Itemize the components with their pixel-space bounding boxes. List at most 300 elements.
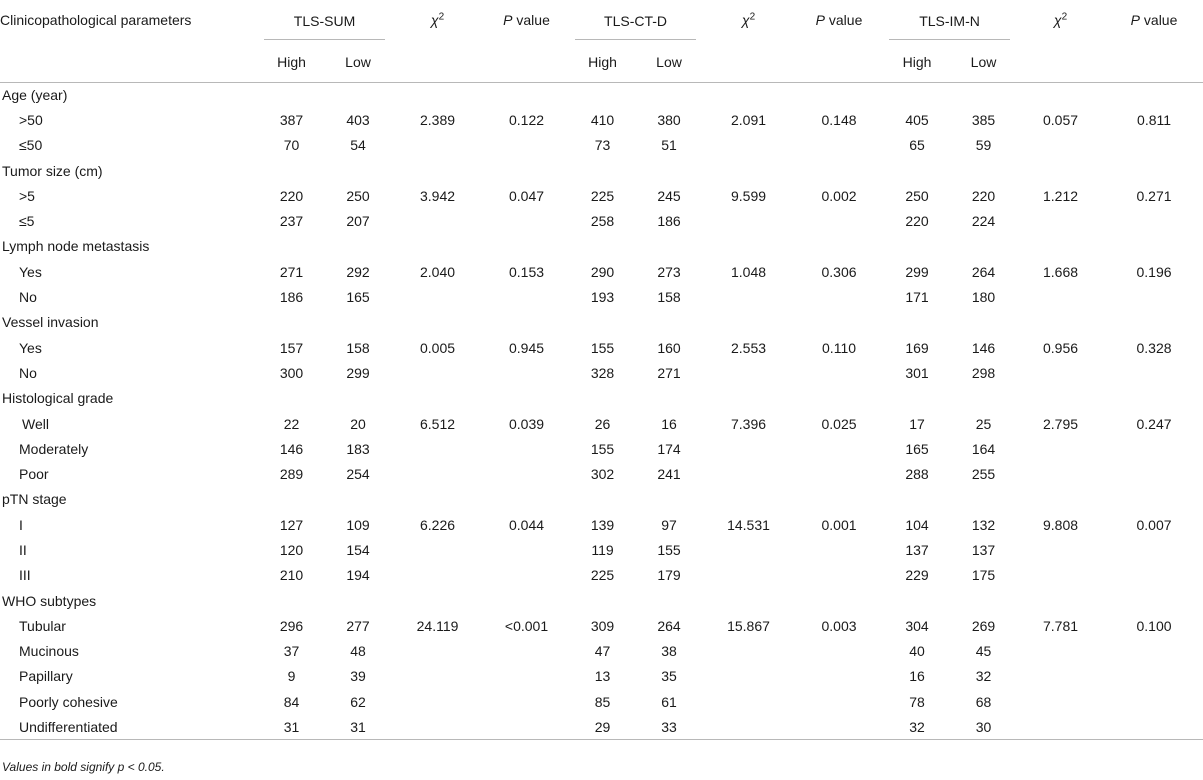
category-row — [0, 234, 1203, 259]
table-cell: 186 — [279, 289, 304, 306]
table-cell: 22 — [283, 415, 300, 432]
empty-cell — [325, 588, 391, 613]
empty-cell — [702, 487, 795, 512]
empty-cell — [569, 386, 636, 411]
table-cell — [391, 133, 484, 158]
empty-cell — [484, 588, 569, 613]
table-cell — [795, 284, 883, 309]
category-label: pTN stage — [2, 491, 67, 508]
empty-cell — [484, 487, 569, 512]
table-cell — [702, 714, 795, 739]
category-label: Vessel invasion — [2, 314, 99, 331]
empty-cell — [951, 158, 1016, 183]
empty-cell — [883, 386, 951, 411]
table-cell — [795, 664, 883, 689]
table-cell — [391, 563, 484, 588]
table-cell — [702, 360, 795, 385]
table-cell — [795, 639, 883, 664]
empty-cell — [258, 234, 325, 259]
table-cell: 0.306 — [821, 263, 857, 280]
table-cell: 47 — [594, 643, 611, 660]
table-cell: 254 — [346, 466, 370, 483]
table-row — [0, 411, 1203, 436]
table-cell: 146 — [279, 440, 304, 457]
row-label: Yes — [19, 339, 42, 356]
table-cell — [702, 537, 795, 562]
table-cell: 169 — [905, 339, 929, 356]
table-cell — [702, 284, 795, 309]
table-cell — [1016, 360, 1105, 385]
empty-cell — [484, 158, 569, 183]
table-row — [0, 208, 1203, 233]
table-cell: 9 — [287, 668, 296, 685]
category-label: Tumor size (cm) — [2, 162, 103, 179]
table-row — [0, 284, 1203, 309]
table-cell: 32 — [883, 714, 951, 739]
table-row — [0, 183, 1203, 208]
p-value-header: P value — [1105, 0, 1203, 82]
table-cell: 0.003 — [821, 617, 857, 634]
table-cell: 220 — [279, 187, 304, 204]
table-cell — [391, 537, 484, 562]
p-value-header: P value — [484, 0, 569, 82]
empty-cell — [391, 588, 484, 613]
empty-cell — [636, 310, 702, 335]
table-cell: 7.396 — [730, 415, 767, 432]
empty-cell — [1016, 487, 1105, 512]
table-cell: 0.057 — [1043, 111, 1079, 128]
empty-cell — [569, 310, 636, 335]
table-cell: 127 — [279, 516, 304, 533]
table-cell — [391, 664, 484, 689]
row-label: ≤5 — [19, 213, 35, 230]
table-cell: 165 — [346, 289, 370, 306]
table-row — [0, 537, 1203, 562]
group-header-tls-sum: TLS-SUM — [258, 0, 391, 42]
empty-cell — [883, 310, 951, 335]
table-cell: 0.002 — [821, 187, 857, 204]
empty-cell — [795, 82, 883, 107]
table-cell: 158 — [346, 339, 370, 356]
table-cell: 16 — [909, 668, 925, 685]
empty-cell — [951, 310, 1016, 335]
table-cell — [702, 208, 795, 233]
empty-cell — [258, 158, 325, 183]
table-cell — [702, 664, 795, 689]
empty-cell — [391, 386, 484, 411]
table-cell — [795, 208, 883, 233]
table-cell: 385 — [971, 111, 996, 128]
table-cell: 9.599 — [730, 187, 767, 204]
table-cell: 269 — [971, 617, 996, 634]
table-cell: 0.025 — [821, 415, 857, 432]
table-row — [0, 436, 1203, 461]
empty-cell — [325, 82, 391, 107]
empty-cell — [569, 588, 636, 613]
table-cell: 31 — [325, 714, 391, 739]
table-cell: 2.389 — [419, 111, 456, 128]
table-cell: 207 — [346, 213, 370, 230]
table-cell — [484, 714, 569, 739]
empty-cell — [569, 234, 636, 259]
table-cell — [484, 284, 569, 309]
table-row — [0, 133, 1203, 158]
high-header: High — [569, 42, 636, 82]
table-row — [0, 512, 1203, 537]
empty-cell — [951, 487, 1016, 512]
empty-cell — [702, 386, 795, 411]
table-cell — [1105, 639, 1203, 664]
table-cell — [391, 714, 484, 739]
row-label: Poor — [19, 466, 49, 483]
table-cell: 48 — [350, 643, 366, 660]
table-cell — [1016, 208, 1105, 233]
table-cell — [391, 639, 484, 664]
table-cell — [795, 689, 883, 714]
table-cell — [391, 689, 484, 714]
row-label: No — [19, 364, 37, 381]
table-cell — [1016, 133, 1105, 158]
row-label: Papillary — [19, 668, 73, 685]
category-row — [0, 82, 1203, 107]
table-cell: 109 — [346, 516, 370, 533]
table-row — [0, 360, 1203, 385]
table-cell: 0.039 — [508, 415, 545, 432]
table-cell: 62 — [350, 693, 366, 710]
empty-cell — [1016, 82, 1105, 107]
table-cell — [484, 133, 569, 158]
table-cell: 0.005 — [419, 339, 456, 356]
table-cell: 35 — [661, 668, 677, 685]
table-cell: 0.956 — [1043, 339, 1079, 356]
table-cell — [795, 461, 883, 486]
table-cell — [795, 133, 883, 158]
table-cell — [702, 563, 795, 588]
empty-cell — [569, 82, 636, 107]
table-cell: 85 — [594, 693, 611, 710]
table-cell: 20 — [350, 415, 366, 432]
empty-cell — [325, 158, 391, 183]
table-row — [0, 461, 1203, 486]
row-label: No — [19, 289, 37, 306]
empty-cell — [258, 588, 325, 613]
table-cell: 40 — [909, 643, 925, 660]
table-cell: 146 — [971, 339, 996, 356]
table-cell: 193 — [590, 289, 615, 306]
table-cell: 273 — [657, 263, 681, 280]
table-cell: 171 — [905, 289, 929, 306]
table-cell — [391, 284, 484, 309]
p-value-header: P value — [795, 0, 883, 82]
empty-cell — [636, 487, 702, 512]
table-cell: 104 — [905, 516, 929, 533]
empty-cell — [702, 310, 795, 335]
table-cell: 0.271 — [1136, 187, 1172, 204]
table-cell: 51 — [661, 137, 677, 154]
table-cell: 14.531 — [727, 516, 770, 533]
table-cell: 158 — [657, 289, 681, 306]
category-label: Histological grade — [2, 390, 114, 407]
table-cell: 38 — [661, 643, 677, 660]
table-cell — [795, 563, 883, 588]
table-cell: 0.122 — [508, 111, 545, 128]
table-cell: 2.091 — [730, 111, 767, 128]
empty-cell — [883, 234, 951, 259]
table-cell — [1105, 714, 1203, 739]
table-cell: 292 — [346, 263, 370, 280]
table-cell: 73 — [594, 137, 611, 154]
empty-cell — [1016, 310, 1105, 335]
table-cell — [795, 360, 883, 385]
empty-cell — [883, 487, 951, 512]
empty-cell — [1016, 234, 1105, 259]
table-cell — [1016, 664, 1105, 689]
table-cell: 97 — [661, 516, 677, 533]
empty-cell — [951, 386, 1016, 411]
table-cell — [795, 714, 883, 739]
table-cell — [1016, 436, 1105, 461]
empty-cell — [258, 310, 325, 335]
category-row — [0, 386, 1203, 411]
table-cell: 194 — [346, 567, 370, 584]
table-cell: 157 — [279, 339, 304, 356]
table-cell: 139 — [590, 516, 615, 533]
table-header — [0, 0, 1203, 82]
table-cell: 25 — [975, 415, 992, 432]
table-cell: 2.040 — [419, 263, 456, 280]
table-cell: 7.781 — [1043, 617, 1079, 634]
empty-cell — [951, 82, 1016, 107]
table-cell: 0.945 — [508, 339, 545, 356]
empty-cell — [702, 158, 795, 183]
table-cell — [484, 208, 569, 233]
table-row — [0, 664, 1203, 689]
empty-cell — [702, 588, 795, 613]
table-row — [0, 563, 1203, 588]
row-label: ≤50 — [19, 137, 43, 154]
group-header-tls-ct-d: TLS-CT-D — [569, 0, 702, 42]
empty-cell — [795, 487, 883, 512]
row-label: >50 — [19, 111, 43, 128]
table-cell: 229 — [905, 567, 929, 584]
empty-cell — [1016, 588, 1105, 613]
table-cell: 264 — [657, 617, 681, 634]
table-cell: 288 — [905, 466, 929, 483]
empty-cell — [325, 386, 391, 411]
table-cell — [1105, 436, 1203, 461]
table-cell: 84 — [283, 693, 300, 710]
table-cell: 299 — [905, 263, 929, 280]
table-cell — [1105, 537, 1203, 562]
empty-cell — [325, 310, 391, 335]
table-cell: 26 — [594, 415, 611, 432]
table-row — [0, 613, 1203, 638]
empty-cell — [484, 310, 569, 335]
row-label: Yes — [19, 263, 42, 280]
row-label: II — [19, 541, 27, 558]
table-cell: 277 — [346, 617, 370, 634]
table-cell: 78 — [909, 693, 925, 710]
table-cell: 16 — [661, 415, 677, 432]
table-cell: 61 — [661, 693, 677, 710]
table-cell — [1105, 360, 1203, 385]
table-cell — [484, 689, 569, 714]
table-cell: 9.808 — [1043, 516, 1079, 533]
empty-cell — [795, 588, 883, 613]
category-row — [0, 158, 1203, 183]
table-cell — [484, 639, 569, 664]
table-cell: 39 — [350, 668, 366, 685]
table-cell: 160 — [657, 339, 681, 356]
table-cell: 186 — [657, 213, 681, 230]
table-cell: 0.044 — [508, 516, 545, 533]
empty-cell — [258, 82, 325, 107]
table-cell — [1105, 208, 1203, 233]
table-cell: 1.668 — [1043, 263, 1079, 280]
table-cell: 180 — [971, 289, 996, 306]
table-cell: 299 — [346, 364, 370, 381]
table-cell: 59 — [975, 137, 992, 154]
table-cell: 410 — [590, 111, 615, 128]
table-cell: 154 — [346, 541, 370, 558]
low-header: Low — [951, 42, 1016, 82]
table-cell: 32 — [975, 668, 992, 685]
table-body — [0, 82, 1203, 740]
table-cell: 174 — [657, 440, 681, 457]
category-label: WHO subtypes — [2, 592, 97, 609]
table-cell — [1105, 284, 1203, 309]
row-label: Tubular — [19, 617, 66, 634]
row-label: >5 — [19, 187, 35, 204]
table-cell: 132 — [971, 516, 996, 533]
empty-cell — [795, 234, 883, 259]
param-header: Clinicopathological parameters — [0, 0, 258, 82]
table-cell: 6.226 — [419, 516, 456, 533]
table-cell: 120 — [279, 541, 304, 558]
table-cell: 70 — [283, 137, 300, 154]
table-cell: 65 — [909, 137, 925, 154]
empty-cell — [951, 234, 1016, 259]
table-cell: 300 — [279, 364, 304, 381]
table-cell: 296 — [279, 617, 304, 634]
table-cell: 0.247 — [1136, 415, 1172, 432]
empty-cell — [484, 386, 569, 411]
table-cell — [391, 436, 484, 461]
table-cell: 183 — [346, 440, 370, 457]
table-cell — [1016, 537, 1105, 562]
empty-cell — [883, 158, 951, 183]
table-row — [0, 639, 1203, 664]
table-cell: 0.047 — [508, 187, 545, 204]
table-row — [0, 714, 1203, 739]
high-header: High — [258, 42, 325, 82]
table-cell — [702, 689, 795, 714]
empty-cell — [391, 158, 484, 183]
empty-cell — [883, 588, 951, 613]
table-cell: 155 — [590, 339, 615, 356]
empty-cell — [258, 386, 325, 411]
table-cell: 119 — [591, 541, 614, 558]
empty-cell — [795, 386, 883, 411]
low-header: Low — [636, 42, 702, 82]
table-cell: 1.212 — [1043, 187, 1079, 204]
row-label: Poorly cohesive — [19, 693, 118, 710]
empty-cell — [391, 487, 484, 512]
category-row — [0, 588, 1203, 613]
table-cell: 164 — [971, 440, 996, 457]
table-cell: 0.153 — [508, 263, 545, 280]
chi-square-header: $\chi^2$ — [1016, 0, 1105, 82]
table-cell: 403 — [346, 111, 370, 128]
empty-cell — [325, 487, 391, 512]
table-cell — [1105, 461, 1203, 486]
empty-cell — [569, 487, 636, 512]
table-cell — [484, 563, 569, 588]
table-cell — [1105, 563, 1203, 588]
chi-square-header: $\chi^2$ — [391, 0, 484, 82]
empty-cell — [1016, 386, 1105, 411]
empty-cell — [702, 82, 795, 107]
table-cell: 3.942 — [419, 187, 456, 204]
table-row — [0, 107, 1203, 132]
table-cell: 37 — [283, 643, 300, 660]
table-cell: 0.001 — [821, 516, 857, 533]
empty-cell — [484, 82, 569, 107]
table-cell: 179 — [657, 567, 681, 584]
table-cell — [484, 436, 569, 461]
table-cell: 301 — [905, 364, 929, 381]
table-cell: 255 — [971, 466, 996, 483]
empty-cell — [325, 234, 391, 259]
table-cell: 137 — [905, 541, 929, 558]
table-cell — [391, 461, 484, 486]
empty-cell — [391, 82, 484, 107]
category-row — [0, 487, 1203, 512]
empty-cell — [636, 234, 702, 259]
table-cell: 0.100 — [1136, 617, 1172, 634]
table-cell: 17 — [909, 415, 925, 432]
table-cell — [1105, 133, 1203, 158]
table-cell — [795, 537, 883, 562]
table-cell: 290 — [590, 263, 615, 280]
table-cell — [1016, 639, 1105, 664]
empty-cell — [1016, 158, 1105, 183]
table-cell: 54 — [350, 137, 366, 154]
empty-cell — [951, 588, 1016, 613]
table-row — [0, 689, 1203, 714]
table-cell: 298 — [971, 364, 996, 381]
table-cell: 271 — [279, 263, 304, 280]
table-cell — [1016, 689, 1105, 714]
empty-cell — [883, 82, 951, 107]
table-cell: 165 — [905, 440, 929, 457]
table-cell: 309 — [590, 617, 615, 634]
table-cell: 0.007 — [1136, 516, 1172, 533]
table-cell: 210 — [279, 567, 304, 584]
table-cell: 0.110 — [822, 339, 857, 356]
table-cell — [702, 639, 795, 664]
table-cell: 258 — [590, 213, 615, 230]
table-cell: 33 — [636, 714, 702, 739]
empty-cell — [636, 82, 702, 107]
table-cell — [1105, 664, 1203, 689]
row-label: Well — [22, 415, 49, 432]
table-cell — [702, 436, 795, 461]
low-header: Low — [325, 42, 391, 82]
table-cell: 380 — [657, 111, 681, 128]
table-cell — [702, 461, 795, 486]
table-cell: 29 — [569, 714, 636, 739]
